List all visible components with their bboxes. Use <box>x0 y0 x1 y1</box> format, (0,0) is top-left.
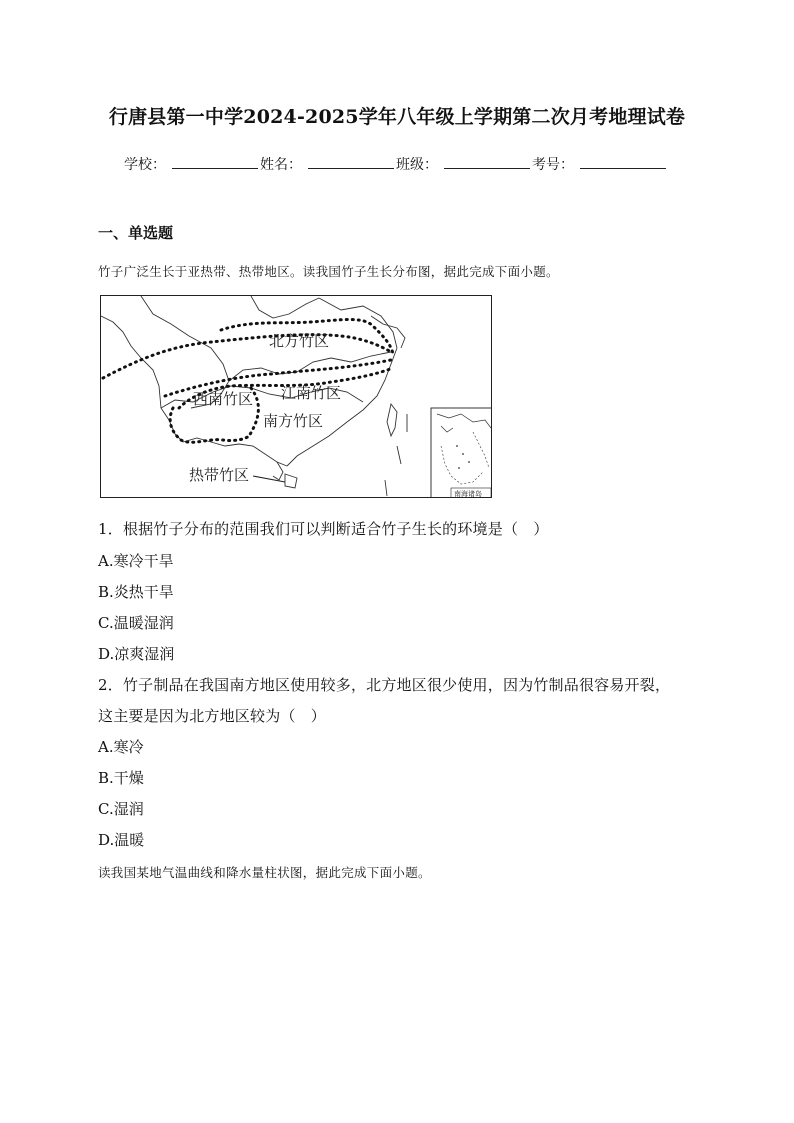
name-field <box>260 153 396 174</box>
section-heading: 一、单选题 <box>98 224 174 242</box>
school-label: 学校： <box>124 157 166 173</box>
class-blank[interactable] <box>444 153 530 169</box>
question-1-option-b[interactable]: B.炎热干旱 <box>98 583 174 601</box>
question-2-option-d[interactable]: D.温暖 <box>98 831 145 849</box>
page-title: 行唐县第一中学2024-2025学年八年级上学期第二次月考地理试卷 <box>108 106 686 128</box>
name-blank[interactable] <box>308 153 394 169</box>
question-2-option-b[interactable]: B.干燥 <box>98 769 144 787</box>
class-field <box>396 153 532 174</box>
bamboo-region-boundaries <box>103 320 393 443</box>
name-label: 姓名： <box>260 157 302 173</box>
number-blank[interactable] <box>580 153 666 169</box>
school-field <box>124 153 260 174</box>
class-label: 班级： <box>396 157 438 173</box>
jiangnan-region-label: 江南竹区 <box>281 384 342 402</box>
material-intro: 竹子广泛生长于亚热带、热带地区。读我国竹子生长分布图，据此完成下面小题。 <box>98 264 559 279</box>
inset-label: 南海诸岛 <box>454 490 482 498</box>
question-1-option-d[interactable]: D.凉爽湿润 <box>98 645 175 663</box>
tropical-region-label: 热带竹区 <box>189 466 250 484</box>
south-region-label: 南方竹区 <box>263 412 324 430</box>
bamboo-distribution-map <box>100 295 492 498</box>
north-region-label: 北方竹区 <box>269 332 330 350</box>
question-2-option-a[interactable]: A.寒冷 <box>98 738 144 756</box>
number-label: 考号： <box>532 157 574 173</box>
number-field <box>532 153 668 174</box>
south-china-sea-inset <box>431 408 492 498</box>
material-intro-2: 读我国某地气温曲线和降水量柱状图，据此完成下面小题。 <box>98 865 431 880</box>
question-2-line-1: 2．竹子制品在我国南方地区使用较多，北方地区很少使用，因为竹制品很容易开裂， <box>98 676 671 694</box>
school-blank[interactable] <box>172 153 258 169</box>
student-info-row <box>124 153 668 174</box>
southwest-region-label: 西南竹区 <box>193 390 254 408</box>
question-2-option-c[interactable]: C.湿润 <box>98 800 144 818</box>
boundary-lines <box>101 296 407 496</box>
question-2-line-2: 这主要是因为北方地区较为（ ） <box>98 707 327 725</box>
question-1-option-c[interactable]: C.温暖湿润 <box>98 614 174 632</box>
question-1-option-a[interactable]: A.寒冷干旱 <box>98 552 174 570</box>
question-1: 1．根据竹子分布的范围我们可以判断适合竹子生长的环境是（ ） <box>98 520 549 538</box>
